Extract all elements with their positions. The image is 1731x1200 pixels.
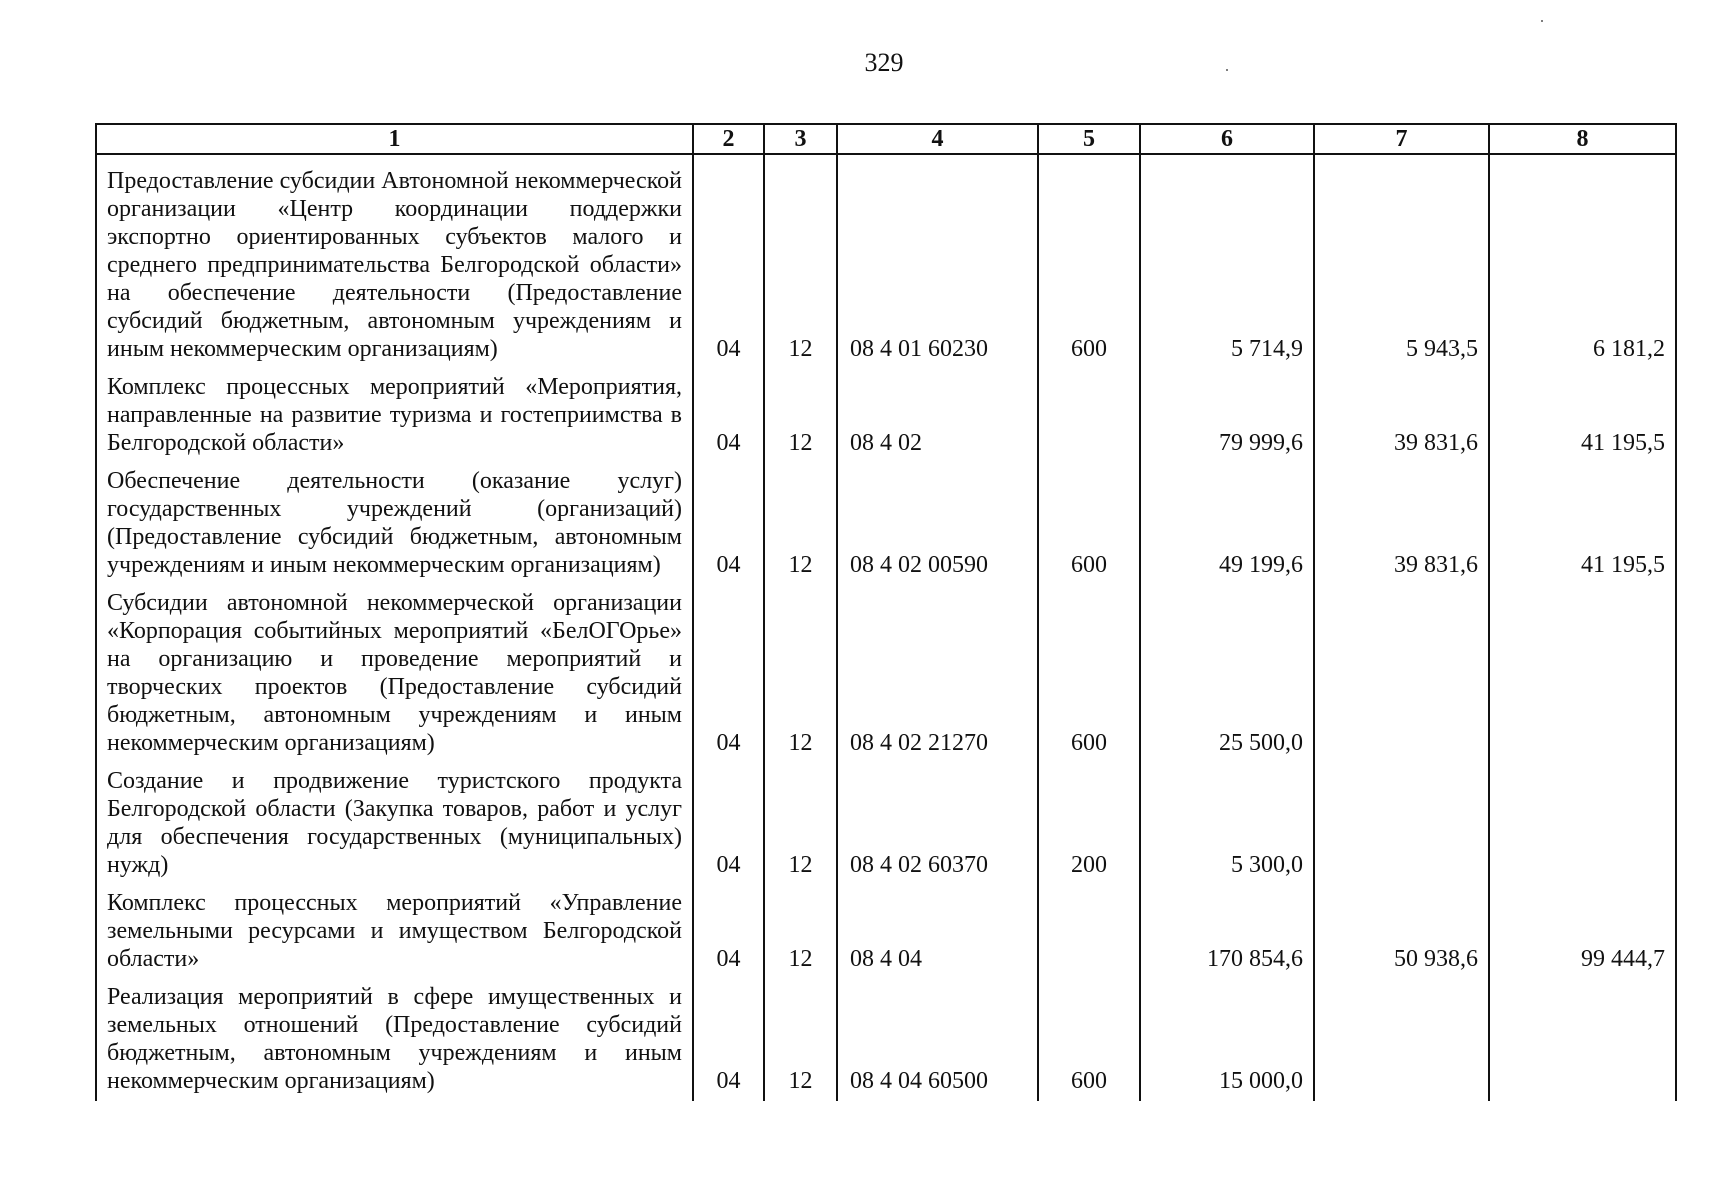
- header-col-3: 3: [764, 124, 837, 154]
- row-amount-col6: 5 714,9: [1140, 154, 1314, 369]
- row-subsection: 12: [764, 154, 837, 369]
- row-target-code: 08 4 04: [837, 885, 1038, 979]
- row-subsection: 12: [764, 763, 837, 885]
- row-section: 04: [693, 979, 764, 1101]
- row-subsection: 12: [764, 885, 837, 979]
- row-amount-col8: [1489, 979, 1676, 1101]
- row-amount-col6: 25 500,0: [1140, 585, 1314, 763]
- row-expense-type: 600: [1038, 979, 1140, 1101]
- header-col-6: 6: [1140, 124, 1314, 154]
- row-name: Реализация мероприятий в сфере имущественных и земельных отношений (Предоставление субсидий бюджетным, автономным учреждениям и иным некоммерческим организациям): [96, 979, 693, 1101]
- table-row: [96, 154, 1676, 369]
- row-target-code: 08 4 02 60370: [837, 763, 1038, 885]
- row-expense-type: 600: [1038, 154, 1140, 369]
- header-col-5: 5: [1038, 124, 1140, 154]
- table-row: [96, 463, 1676, 585]
- table-row: [96, 369, 1676, 463]
- row-expense-type: 200: [1038, 763, 1140, 885]
- table-row: [96, 979, 1676, 1101]
- header-col-2: 2: [693, 124, 764, 154]
- page-number: 329: [864, 48, 904, 77]
- table-row: [96, 885, 1676, 979]
- row-amount-col7: 39 831,6: [1314, 463, 1489, 585]
- row-expense-type: 600: [1038, 463, 1140, 585]
- row-amount-col8: [1489, 585, 1676, 763]
- row-expense-type: [1038, 369, 1140, 463]
- table-body: [96, 154, 1676, 1101]
- row-name: Субсидии автономной некоммерческой организации «Корпорация событийных мероприятий «БелОГОрье» на организацию и проведение мероприятий и творческих проектов (Предоставление субсидий бюджетным, автономным учреждениям и иным некоммерческим организациям): [96, 585, 693, 763]
- row-section: 04: [693, 885, 764, 979]
- scan-speck: [1226, 69, 1228, 71]
- row-amount-col8: 41 195,5: [1489, 369, 1676, 463]
- row-name: Комплекс процессных мероприятий «Управление земельными ресурсами и имуществом Белгородской области»: [96, 885, 693, 979]
- row-name: Комплекс процессных мероприятий «Мероприятия, направленные на развитие туризма и гостеприимства в Белгородской области»: [96, 369, 693, 463]
- header-row: [96, 124, 1676, 154]
- row-subsection: 12: [764, 979, 837, 1101]
- row-amount-col7: 50 938,6: [1314, 885, 1489, 979]
- row-expense-type: [1038, 885, 1140, 979]
- table-row: [96, 763, 1676, 885]
- row-subsection: 12: [764, 369, 837, 463]
- row-name: Создание и продвижение туристского продукта Белгородской области (Закупка товаров, работ и услуг для обеспечения государственных (муниципальных) нужд): [96, 763, 693, 885]
- header-col-8: 8: [1489, 124, 1676, 154]
- row-subsection: 12: [764, 585, 837, 763]
- row-amount-col6: 79 999,6: [1140, 369, 1314, 463]
- row-amount-col8: [1489, 763, 1676, 885]
- row-expense-type: 600: [1038, 585, 1140, 763]
- row-amount-col7: 39 831,6: [1314, 369, 1489, 463]
- row-amount-col7: [1314, 585, 1489, 763]
- row-target-code: 08 4 04 60500: [837, 979, 1038, 1101]
- row-target-code: 08 4 02 00590: [837, 463, 1038, 585]
- row-amount-col8: 41 195,5: [1489, 463, 1676, 585]
- table-header: [96, 124, 1676, 154]
- scan-speck: [1541, 20, 1543, 22]
- row-section: 04: [693, 763, 764, 885]
- row-name: Обеспечение деятельности (оказание услуг) государственных учреждений (организаций) (Предоставление субсидий бюджетным, автономным учреждениям и иным некоммерческим организациям): [96, 463, 693, 585]
- header-col-7: 7: [1314, 124, 1489, 154]
- row-section: 04: [693, 463, 764, 585]
- row-amount-col7: [1314, 763, 1489, 885]
- table-row: [96, 585, 1676, 763]
- header-col-4: 4: [837, 124, 1038, 154]
- row-subsection: 12: [764, 463, 837, 585]
- row-target-code: 08 4 02 21270: [837, 585, 1038, 763]
- header-col-1: 1: [96, 124, 693, 154]
- row-section: 04: [693, 369, 764, 463]
- budget-table: [95, 123, 1677, 1101]
- row-amount-col7: [1314, 979, 1489, 1101]
- row-section: 04: [693, 585, 764, 763]
- row-amount-col6: 5 300,0: [1140, 763, 1314, 885]
- row-section: 04: [693, 154, 764, 369]
- row-amount-col6: 49 199,6: [1140, 463, 1314, 585]
- row-amount-col6: 15 000,0: [1140, 979, 1314, 1101]
- row-name: Предоставление субсидии Автономной некоммерческой организации «Центр координации поддержки экспортно ориентированных субъектов малого и среднего предпринимательства Белгородской области» на обеспечение деятельности (Предоставление субсидий бюджетным, автономным учреждениям и иным некоммерческим организациям): [96, 154, 693, 369]
- row-amount-col7: 5 943,5: [1314, 154, 1489, 369]
- row-amount-col8: 99 444,7: [1489, 885, 1676, 979]
- row-target-code: 08 4 01 60230: [837, 154, 1038, 369]
- row-target-code: 08 4 02: [837, 369, 1038, 463]
- row-amount-col8: 6 181,2: [1489, 154, 1676, 369]
- row-amount-col6: 170 854,6: [1140, 885, 1314, 979]
